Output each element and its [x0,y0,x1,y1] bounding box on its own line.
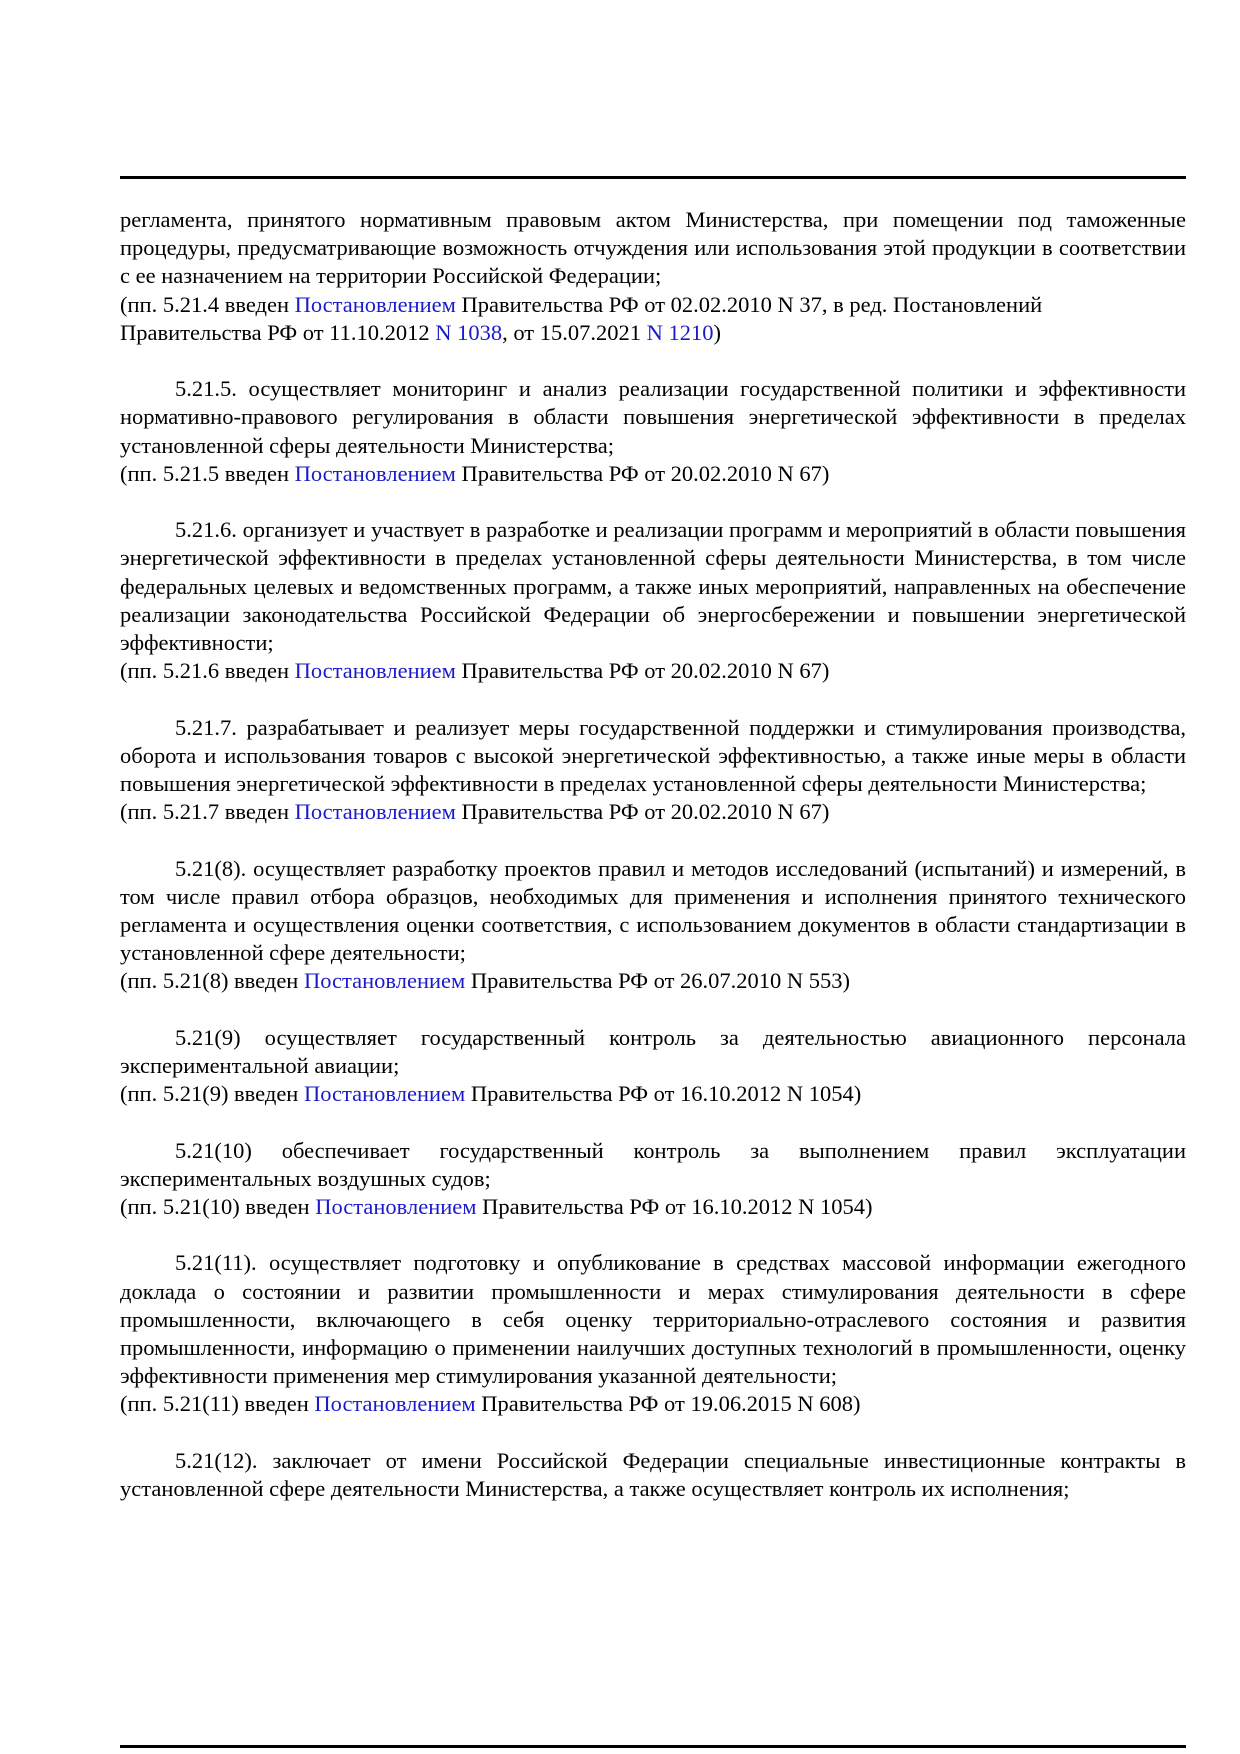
paragraph-5-21-7: 5.21.7. разрабатывает и реализует меры государственной поддержки и стимулирования производства, оборота и использования товаров с высокой энергетической эффективностью, а также иные меры в области повышения энергетической эффективности в пределах установленной сферы деятельности Министерства; [120,714,1186,797]
amendment-note: (пп. 5.21(11) введен Постановлением Правительства РФ от 19.06.2015 N 608) [120,1391,861,1417]
amendment-note: (пп. 5.21.6 введен Постановлением Правительства РФ от 20.02.2010 N 67) [120,658,830,684]
footer-rule [120,1745,1186,1748]
amendment-note: (пп. 5.21.7 введен Постановлением Правительства РФ от 20.02.2010 N 67) [120,799,830,825]
paragraph-5-21-8: 5.21(8). осуществляет разработку проектов правил и методов исследований (испытаний) и измерений, в том числе правил отбора образцов, необходимых для применения и исполнения принятого технического регламента и осуществления оценки соответствия, с использованием документов в области стандартизации в установленной сфере деятельности; [120,855,1186,966]
amendment-note: (пп. 5.21(9) введен Постановлением Правительства РФ от 16.10.2012 N 1054) [120,1081,862,1107]
amendment-link[interactable]: Постановлением [315,1194,477,1220]
amendment-link[interactable]: Постановлением [303,1081,466,1107]
paragraph-5-21-11: 5.21(11). осуществляет подготовку и опубликование в средствах массовой информации ежегодного доклада о состоянии и развитии промышленности и мерах стимулирования деятельности в сфере промышленности, включающего в себя оценку территориально-отраслевого состояния и развития промышленности, информацию о применении наилучших доступных технологий в промышленности, оценку эффективности применения мер стимулирования указанной деятельности; [120,1250,1186,1389]
paragraph-5-21-12: 5.21(12). заключает от имени Российской Федерации специальные инвестиционные контракты в установленной сфере деятельности Министерства, а также осуществляет контроль их исполнения; [120,1447,1186,1502]
paragraph-continuation: регламента, принятого нормативным правовым актом Министерства, при помещении под таможенные процедуры, предусматривающие возможность отчуждения или использования этой продукции в соответствии с ее назначением на территории Российской Федерации; [120,207,1186,289]
amendment-link[interactable]: N 1210 [646,319,714,345]
amendment-link[interactable]: Постановлением [314,1391,476,1417]
amendment-note: (пп. 5.21.4 введен Постановлением Правительства РФ от 02.02.2010 N 37, в ред. Постановлений Правительства РФ от 11.10.2012 N 1038, от 15.07.2021 N 1210) [120,291,1043,345]
paragraph-5-21-9: 5.21(9) осуществляет государственный контроль за деятельностью авиационного персонала экспериментальной авиации; [120,1024,1186,1079]
amendment-link[interactable]: Постановлением [303,968,466,994]
paragraph-5-21-10: 5.21(10) обеспечивает государственный контроль за выполнением правил эксплуатации экспериментальных воздушных судов; [120,1137,1186,1191]
amendment-link[interactable]: Постановлением [294,799,456,825]
amendment-link[interactable]: N 1038 [435,319,503,345]
amendment-note: (пп. 5.21(8) введен Постановлением Правительства РФ от 26.07.2010 N 553) [120,968,851,994]
paragraph-5-21-6: 5.21.6. организует и участвует в разработке и реализации программ и мероприятий в области повышения энергетической эффективности в пределах установленной сферы деятельности Министерства, в том числе федеральных целевых и ведомственных программ, а также иных мероприятий, направленных на обеспечение реализации законодательства Российской Федерации об энергосбережении и повышении энергетической эффективности; [120,517,1186,656]
document-body [120,206,1186,1503]
amendment-link[interactable]: Постановлением [294,460,456,486]
header-rule [120,176,1186,179]
amendment-link[interactable]: Постановлением [294,291,456,317]
amendment-link[interactable]: Постановлением [294,658,456,684]
amendment-note: (пп. 5.21(10) введен Постановлением Правительства РФ от 16.10.2012 N 1054) [120,1194,873,1220]
amendment-note: (пп. 5.21.5 введен Постановлением Правительства РФ от 20.02.2010 N 67) [120,460,830,486]
paragraph-5-21-5: 5.21.5. осуществляет мониторинг и анализ реализации государственной политики и эффективности нормативно-правового регулирования в области повышения энергетической эффективности в пределах установленной сферы деятельности Министерства; [120,376,1186,458]
